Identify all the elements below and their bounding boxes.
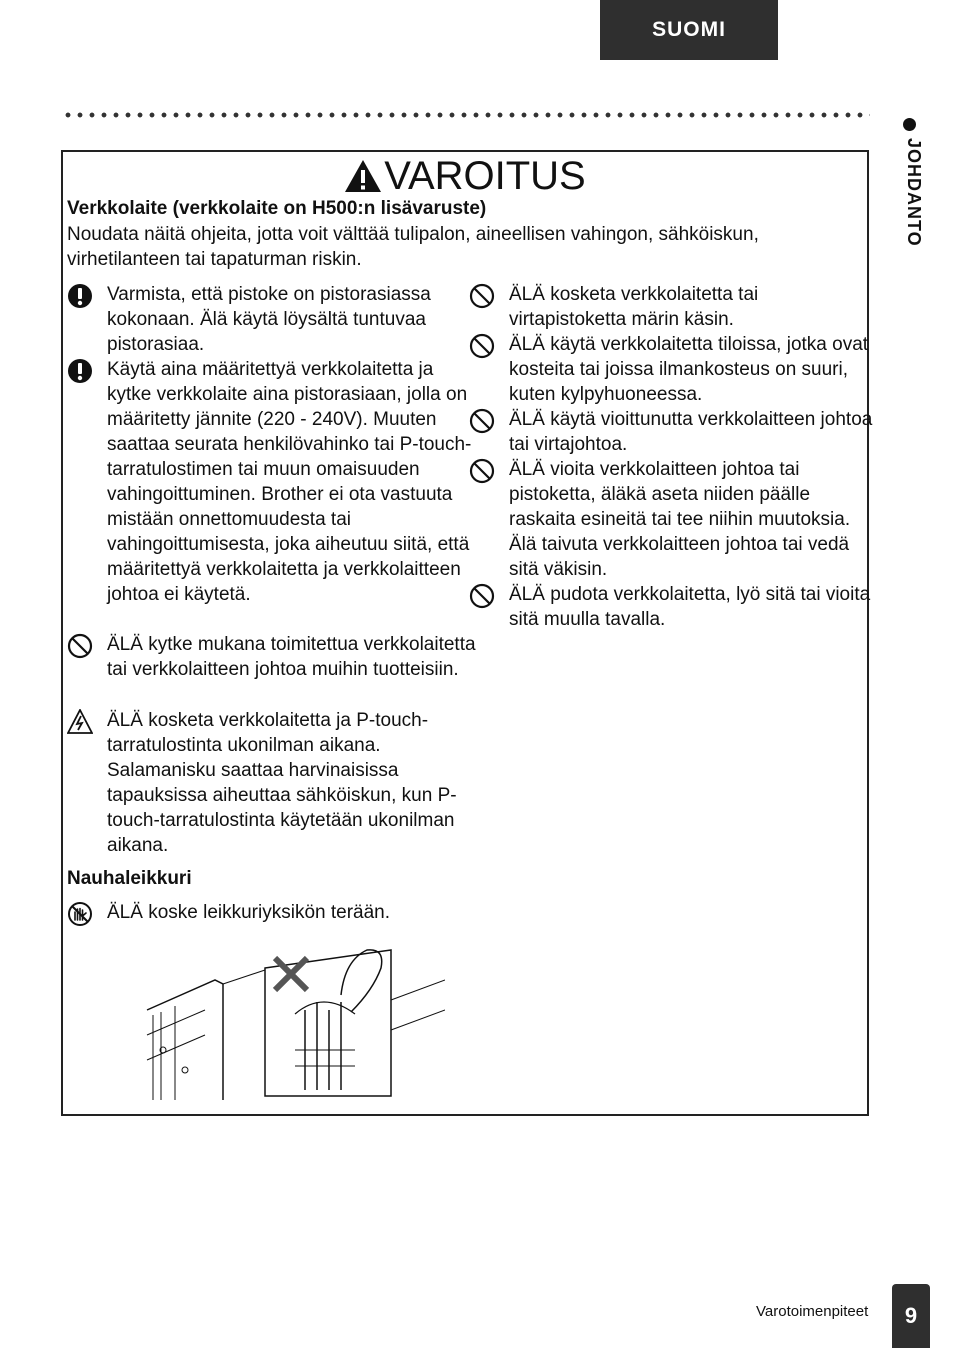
list-item xyxy=(469,282,867,332)
prohibited-icon xyxy=(67,633,93,659)
list-item xyxy=(469,407,873,457)
list-item xyxy=(469,457,867,582)
warning-box xyxy=(61,150,873,1116)
section-heading-cutter: Nauhaleikkuri xyxy=(67,868,192,889)
list-item-text: ÄLÄ pudota verkkolaitetta, lyö sitä tai vioita sitä muulla tavalla. xyxy=(509,584,871,630)
prohibited-icon xyxy=(469,458,495,484)
exclamation-icon xyxy=(67,283,93,309)
list-item-text: ÄLÄ kytke mukana toimitettua verkkolaitetta tai verkkolaitteen johtoa muihin tuotteisiin. xyxy=(107,634,476,680)
list-item-text: ÄLÄ kosketa verkkolaitetta ja P-touch-tarratulostinta ukonilman aikana. Salamanisku saattaa harvinaisissa tapauksissa aiheuttaa sähköiskun, kun P-touch-tarratulostinta käytetään ukonilman aikana. xyxy=(107,710,457,856)
language-tab xyxy=(600,0,778,60)
list-item-text: Varmista, että pistoke on pistorasiassa kokonaan. Älä käytä löysältä tuntuvaa pistorasiaa. xyxy=(107,284,431,355)
prohibited-icon xyxy=(469,408,495,434)
page-number: 9 xyxy=(904,1303,918,1328)
list-item-text: ÄLÄ käytä vioittunutta verkkolaitteen johtoa tai virtajohtoa. xyxy=(509,409,873,455)
no-touch-hand-icon xyxy=(67,901,93,927)
list-item-text: ÄLÄ koske leikkuriyksikön terään. xyxy=(107,902,391,923)
exclamation-icon xyxy=(67,358,93,384)
warning-title-text: VAROITUS xyxy=(384,153,586,198)
list-item xyxy=(67,282,467,357)
language-tab-label: SUOMI xyxy=(652,18,726,41)
list-item-text: ÄLÄ käytä verkkolaitetta tiloissa, jotka ovat kosteita tai joissa ilmankosteus on suuri, kuten kylpyhuoneessa. xyxy=(509,334,869,405)
dotted-divider xyxy=(62,112,870,118)
list-item xyxy=(469,332,867,407)
list-item xyxy=(67,708,467,858)
prohibited-icon xyxy=(469,583,495,609)
prohibited-icon xyxy=(469,333,495,359)
warning-title xyxy=(63,153,867,198)
side-section-text: JOHDANTO xyxy=(904,138,924,247)
electric-shock-icon xyxy=(67,709,93,735)
page-number-tab xyxy=(892,1284,930,1348)
list-item xyxy=(469,582,871,632)
bullet-dot-icon xyxy=(903,118,916,131)
section-intro: Noudata näitä ohjeita, jotta voit välttää tulipalon, aineellisen vahingon, sähköiskun, virhetilanteen tai tapaturman riskin. xyxy=(67,224,759,270)
list-item xyxy=(67,900,467,928)
footer-section-name: Varotoimenpiteet xyxy=(756,1303,869,1320)
warning-triangle-icon xyxy=(344,159,382,193)
list-item-text: ÄLÄ kosketa verkkolaitetta tai virtapistoketta märin käsin. xyxy=(509,284,759,330)
list-item xyxy=(67,357,472,632)
side-section-label xyxy=(896,118,924,258)
list-item-text: Käytä aina määritettyä verkkolaitetta ja kytke verkkolaite aina pistorasiaan, jolla on määritetty jännite (220 - 240V). Muuten saattaa seurata henkilövahinko tai P-touch-tarratulostimen tai muun omaisuuden vahingoittuminen. Brother ei ota vastuuta mistään onnettomuudesta tai vahingoittumisesta, joka aiheutuu siitä, että määritettyä verkkolaitetta ja verkkolaitteen johtoa ei käytetä. xyxy=(107,359,472,605)
section-heading-adapter: Verkkolaite (verkkolaite on H500:n lisävaruste) xyxy=(67,198,487,219)
list-item xyxy=(67,632,476,707)
list-item-text: ÄLÄ vioita verkkolaitteen johtoa tai pistoketta, äläkä aseta niiden päälle raskaita esineitä tai tee niihin muutoksia. Älä taivuta verkkolaitteen johtoa tai vedä sitä väkisin. xyxy=(509,459,851,580)
cutter-illustration xyxy=(145,940,445,1100)
prohibited-icon xyxy=(469,283,495,309)
